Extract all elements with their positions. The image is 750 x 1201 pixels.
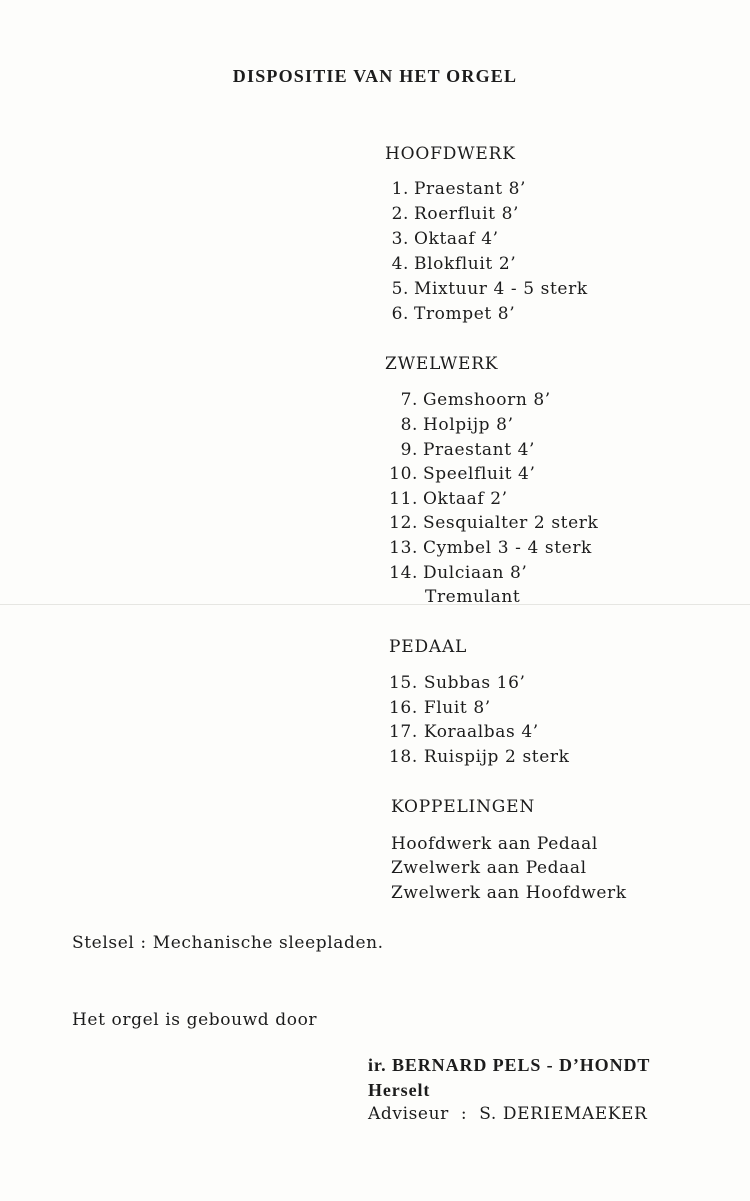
stop-number: 3. [391,229,409,249]
builder-prefix: ir. [368,1055,387,1075]
stop-number: 16. [389,698,418,718]
section-heading-pedaal: PEDAAL [389,637,468,657]
stop-name: Ruispijp 2 sterk [423,747,570,767]
stop-number: 14. [389,563,418,583]
stop-row [385,390,551,410]
stop-name: Trompet 8’ [414,304,516,324]
stop-number: 11. [389,489,418,509]
stop-name: Speelfluit 4’ [423,464,536,484]
adviseur-line [368,1104,647,1124]
builder-place: Herselt [368,1080,431,1100]
page-title: DISPOSITIE VAN HET ORGEL [232,66,518,86]
stop-name: Oktaaf 2’ [423,489,508,509]
stop-row [385,229,499,249]
stop-name: Praestant 4’ [423,440,536,460]
built-by-text: Het orgel is gebouwd door [72,1010,318,1030]
stop-row [385,204,519,224]
stop-number: 8. [400,415,418,435]
stop-number: 7. [400,390,418,410]
section-heading-koppelingen: KOPPELINGEN [391,797,536,817]
stop-row [385,538,592,558]
adviseur-label: Adviseur [368,1104,449,1124]
stop-number: 17. [389,722,418,742]
paper-fold-line [0,604,750,605]
stop-row [385,489,508,509]
stop-number: 1. [391,179,409,199]
stop-name: Praestant 8’ [414,179,527,199]
section-heading-hoofdwerk: HOOFDWERK [385,144,516,164]
stop-row [389,747,570,767]
coupler-item: Zwelwerk aan Pedaal [391,858,587,878]
stop-row [389,698,491,718]
stop-name: Gemshoorn 8’ [423,390,551,410]
section-heading-zwelwerk: ZWELWERK [385,354,499,374]
stop-row [385,563,527,583]
stop-number: 6. [391,304,409,324]
stop-number: 4. [391,254,409,274]
stop-row [389,673,526,693]
stop-number: 5. [391,279,409,299]
stop-number: 2. [391,204,409,224]
stop-name: Oktaaf 4’ [414,229,499,249]
stop-row [385,304,515,324]
stop-row [385,279,588,299]
stop-row [385,179,526,199]
stop-number: 13. [389,538,418,558]
stelsel-text: Stelsel : Mechanische sleepladen. [72,933,384,953]
tremulant: Tremulant [425,587,521,607]
adviseur-separator: : [460,1104,468,1124]
builder-name [368,1055,650,1076]
stop-name: Fluit 8’ [423,698,491,718]
stop-row [385,254,516,274]
stop-number: 12. [389,513,418,533]
stop-name: Cymbel 3 - 4 sterk [423,538,592,558]
stop-name: Mixtuur 4 - 5 sterk [414,279,588,299]
stop-name: Koraalbas 4’ [423,722,539,742]
stop-row [389,722,539,742]
stop-name: Blokfluit 2’ [414,254,517,274]
builder-fullname: BERNARD PELS - D’HONDT [391,1055,651,1075]
stop-number: 9. [400,440,418,460]
stop-number: 15. [389,673,418,693]
stop-number: 10. [389,464,418,484]
adviseur-name: S. DERIEMAEKER [479,1104,648,1124]
stop-name: Sesquialter 2 sterk [423,513,599,533]
stop-row [385,513,598,533]
stop-name: Subbas 16’ [423,673,526,693]
stop-name: Holpijp 8’ [423,415,514,435]
stop-number: 18. [389,747,418,767]
stop-row [385,464,535,484]
stop-name: Dulciaan 8’ [423,563,528,583]
stop-name: Roerfluit 8’ [414,204,519,224]
stop-row [385,440,535,460]
coupler-item: Zwelwerk aan Hoofdwerk [391,883,627,903]
stop-row [385,415,514,435]
coupler-item: Hoofdwerk aan Pedaal [391,834,598,854]
